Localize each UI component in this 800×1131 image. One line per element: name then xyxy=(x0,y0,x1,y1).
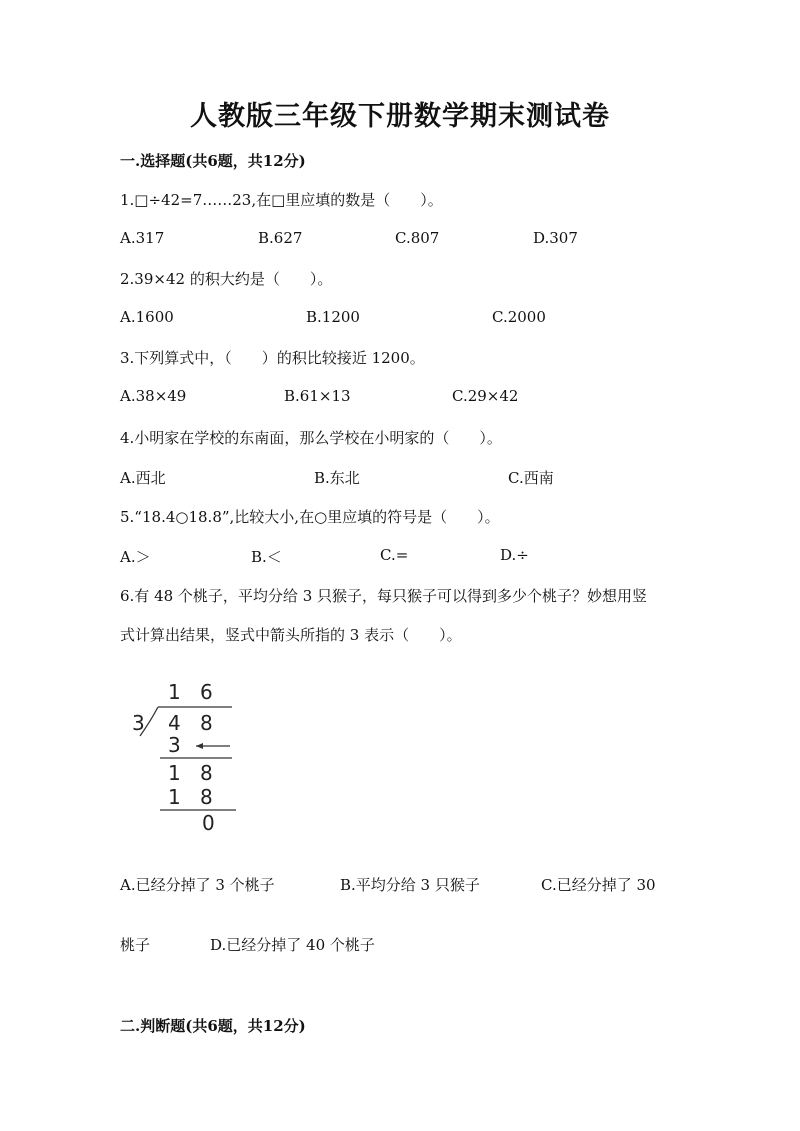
dividend-digit-1: 4 xyxy=(168,711,181,735)
q2-option-b[interactable]: B.1200 xyxy=(306,308,360,326)
question-3-stem: 3.下列算式中，（ ）的积比较接近 1200。 xyxy=(120,349,425,367)
quotient-digit-2: 6 xyxy=(200,680,213,704)
q3-option-a[interactable]: A.38×49 xyxy=(120,387,187,405)
q2-option-c[interactable]: C.2000 xyxy=(492,308,546,326)
q4-option-b[interactable]: B.东北 xyxy=(314,469,360,487)
q3-option-c[interactable]: C.29×42 xyxy=(452,387,519,405)
subtract-digit-1: 1 xyxy=(168,785,181,809)
q1-option-a[interactable]: A.317 xyxy=(120,229,165,247)
step-subtract-digit: 3 xyxy=(168,733,181,757)
question-2-stem: 2.39×42 的积大约是（ ）。 xyxy=(120,270,333,288)
q5-option-d[interactable]: D.÷ xyxy=(500,546,529,564)
q6-option-c-wrap: 桃子 xyxy=(120,936,151,954)
remainder-digit-1: 1 xyxy=(168,761,181,785)
q3-option-b[interactable]: B.61×13 xyxy=(284,387,351,405)
q2-option-a[interactable]: A.1600 xyxy=(120,308,174,326)
subtract-digit-2: 8 xyxy=(200,785,213,809)
q5-option-a[interactable]: A.＞ xyxy=(120,548,151,566)
q6-option-c[interactable]: C.已经分掉了 30 xyxy=(541,876,656,894)
arrow-left-icon xyxy=(196,743,203,749)
question-1-stem: 1.□÷42=7……23,在□里应填的数是（ ）。 xyxy=(120,191,443,209)
page-title: 人教版三年级下册数学期末测试卷 xyxy=(190,101,610,132)
section-heading-judgement: 二.判断题(共6题，共12分) xyxy=(120,1017,306,1035)
dividend-digit-2: 8 xyxy=(200,711,213,735)
q5-option-c[interactable]: C.= xyxy=(380,546,409,564)
q6-option-a[interactable]: A.已经分掉了 3 个桃子 xyxy=(120,876,275,894)
q1-option-b[interactable]: B.627 xyxy=(258,229,303,247)
question-4-stem: 4.小明家在学校的东南面，那么学校在小明家的（ ）。 xyxy=(120,429,502,447)
question-5-stem: 5.“18.4○18.8”,比较大小,在○里应填的符号是（ ）。 xyxy=(120,508,500,526)
long-division-figure xyxy=(120,670,260,840)
question-6-stem-line1: 6.有 48 个桃子，平均分给 3 只猴子，每只猴子可以得到多少个桃子？妙想用竖 xyxy=(120,587,648,605)
section-heading-choice: 一.选择题(共6题，共12分) xyxy=(120,152,306,170)
q5-option-b[interactable]: B.＜ xyxy=(251,548,282,566)
divisor: 3 xyxy=(132,711,145,735)
q4-option-a[interactable]: A.西北 xyxy=(120,469,166,487)
q6-option-d[interactable]: D.已经分掉了 40 个桃子 xyxy=(210,936,375,954)
question-6-stem-line2: 式计算出结果，竖式中箭头所指的 3 表示（ ）。 xyxy=(120,626,462,644)
q1-option-c[interactable]: C.807 xyxy=(395,229,440,247)
q4-option-c[interactable]: C.西南 xyxy=(508,469,554,487)
q1-option-d[interactable]: D.307 xyxy=(533,229,578,247)
remainder-digit-2: 8 xyxy=(200,761,213,785)
final-remainder: 0 xyxy=(202,811,215,835)
quotient-digit-1: 1 xyxy=(168,680,181,704)
q6-option-b[interactable]: B.平均分给 3 只猴子 xyxy=(340,876,480,894)
